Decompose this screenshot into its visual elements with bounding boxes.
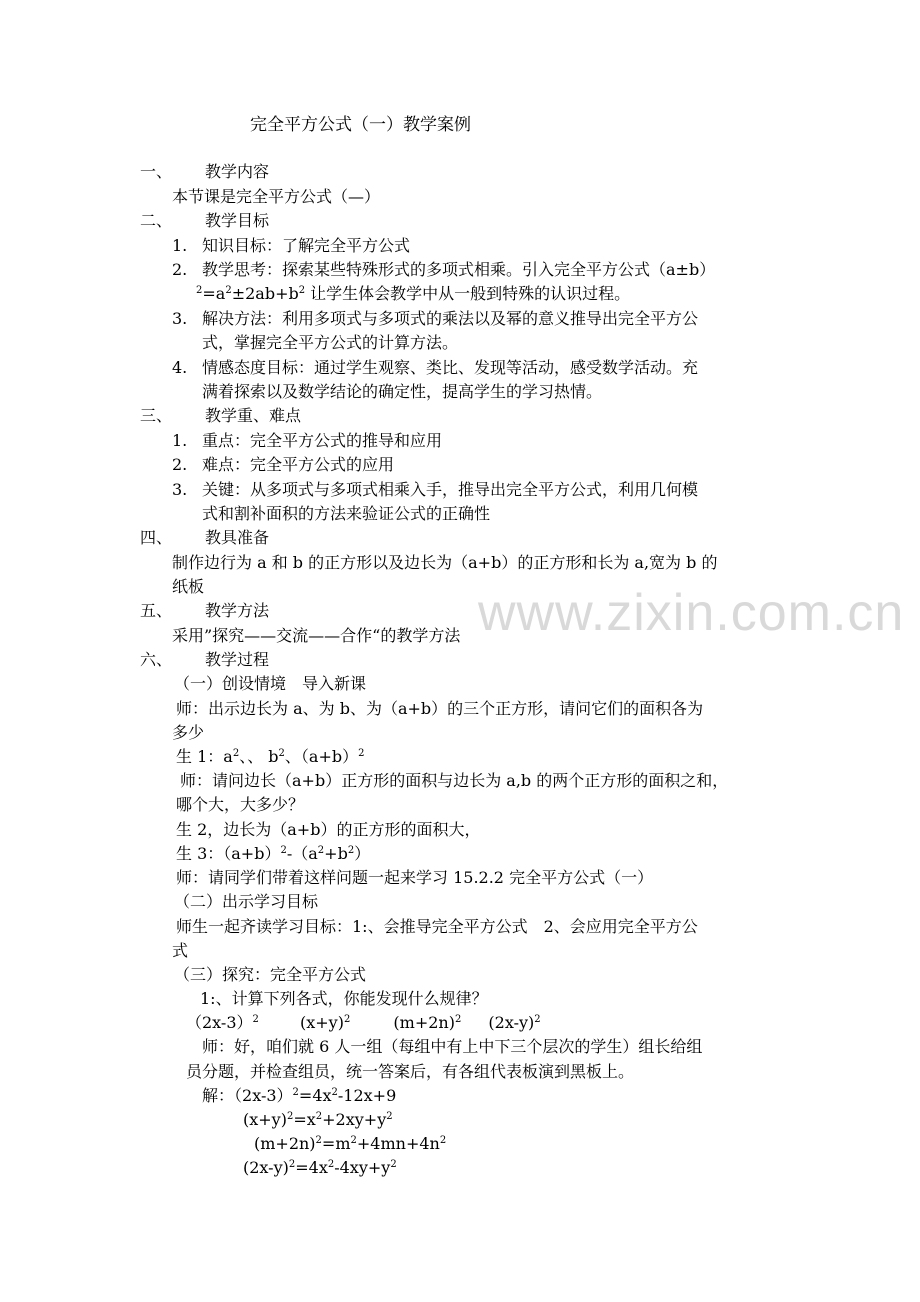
- solution-3: $(m+2n)^2=m^2+4mn+4n^2$: [254, 1134, 447, 1153]
- section-4-title: 教具准备: [205, 528, 270, 547]
- process-1-teacher-1-line-2: 多少: [172, 723, 205, 742]
- key-3-line-2: 式和割补面积的方法来验证公式的正确性: [202, 504, 491, 523]
- goal-2-line-1: 教学思考：探索某些特殊形式的多项式相乘。引入完全平方公式（a±b）: [202, 260, 716, 279]
- goal-2-line-2: $^2=a^2\pm 2ab+b^2$ 让学生体会教学中从一般到特殊的认识过程。: [196, 284, 631, 303]
- section-5-title: 教学方法: [205, 601, 270, 620]
- section-3-number: 三、: [140, 406, 173, 425]
- section-1-number: 一、: [140, 162, 173, 181]
- key-1-number: 1.: [172, 431, 188, 450]
- section-4-line-2: 纸板: [172, 577, 205, 596]
- key-2-text: 难点：完全平方公式的应用: [202, 455, 395, 474]
- solution-4: $(2x-y)^2=4x^2-4xy+y^2$: [243, 1158, 397, 1177]
- process-3-heading: （三）探究：完全平方公式: [174, 965, 367, 984]
- key-1-text: 重点：完全平方公式的推导和应用: [202, 431, 443, 450]
- section-5-text: 采用”探究——交流——合作“的教学方法: [172, 626, 461, 645]
- expression-1: $(2x-3)^2$: [186, 1013, 259, 1032]
- process-1-teacher-2-line-2: 哪个大，大多少？: [176, 795, 305, 814]
- goal-4-number: 4.: [172, 358, 188, 377]
- goal-3-number: 3.: [172, 309, 188, 328]
- process-2-heading: （二）出示学习目标: [174, 892, 319, 911]
- goal-1-text: 知识目标：了解完全平方公式: [202, 236, 411, 255]
- expression-2: $(x+y)^2$: [299, 1013, 351, 1032]
- section-1-title: 教学内容: [205, 162, 270, 181]
- expression-3: $(m+2n)^2$: [393, 1013, 462, 1032]
- section-5-number: 五、: [140, 601, 173, 620]
- expression-4: $(2x-y)^2$: [488, 1013, 541, 1032]
- section-3-title: 教学重、难点: [205, 406, 302, 425]
- key-2-number: 2.: [172, 455, 188, 474]
- section-1-text: 本节课是完全平方公式（—）: [172, 187, 381, 206]
- solution-2: $(x+y)^2=x^2+2xy+y^2$: [243, 1110, 393, 1129]
- goal-1-number: 1.: [172, 236, 188, 255]
- process-1-student-1: 生 1：$a^2$、、 $b^2$、$(a+b)^2$: [176, 747, 365, 766]
- watermark: www.zixin.com.cn: [478, 584, 905, 642]
- section-6-title: 教学过程: [205, 650, 270, 669]
- goal-3-line-1: 解决方法：利用多项式与多项式的乘法以及幂的意义推导出完全平方公: [202, 309, 699, 328]
- goal-2-number: 2.: [172, 260, 188, 279]
- process-1-student-3: 生 3：$(a+b)^2-(a^2+b^2)$: [176, 844, 371, 863]
- key-3-number: 3.: [172, 480, 188, 499]
- section-2-number: 二、: [140, 211, 173, 230]
- process-1-teacher-3: 师：请同学们带着这样问题一起来学习 15.2.2 完全平方公式（一）: [176, 868, 654, 887]
- section-4-line-1: 制作边行为 a 和 b 的正方形以及边长为（a+b）的正方形和长为 a,宽为 b 的: [172, 553, 718, 572]
- solution-1: 解：$(2x-3)^2=4x^2-12x+9$: [202, 1086, 397, 1105]
- process-3-teacher-line-1: 师：好，咱们就 6 人一组（每组中有上中下三个层次的学生）组长给组: [202, 1037, 703, 1056]
- goal-4-line-2: 满着探索以及数学结论的确定性，提高学生的学习热情。: [202, 382, 603, 401]
- goal-4-line-1: 情感态度目标：通过学生观察、类比、发现等活动，感受数学活动。充: [202, 358, 699, 377]
- process-1-teacher-2-line-1: 师：请问边长（a+b）正方形的面积与边长为 a,b 的两个正方形的面积之和，: [180, 771, 729, 790]
- document-title: 完全平方公式（一）教学案例: [250, 115, 471, 135]
- process-2-line-2: 式: [172, 941, 189, 960]
- section-6-number: 六、: [140, 650, 173, 669]
- process-3-expressions: [186, 1011, 541, 1034]
- process-2-line-1: 师生一起齐读学习目标：1:、会推导完全平方公式 2、会应用完全平方公: [176, 917, 698, 936]
- process-1-student-2: 生 2，边长为（a+b）的正方形的面积大，: [176, 820, 481, 839]
- process-1-teacher-1-line-1: 师：出示边长为 a、为 b、为（a+b）的三个正方形，请问它们的面积各为: [176, 699, 704, 718]
- section-2-title: 教学目标: [205, 211, 270, 230]
- process-1-heading: （一）创设情境 导入新课: [174, 674, 367, 693]
- process-3-question: 1:、计算下列各式，你能发现什么规律？: [200, 989, 488, 1008]
- key-3-line-1: 关键：从多项式与多项式相乘入手，推导出完全平方公式，利用几何模: [202, 480, 699, 499]
- process-3-teacher-line-2: 员分题，并检查组员，统一答案后，有各组代表板演到黑板上。: [186, 1062, 635, 1081]
- section-4-number: 四、: [140, 528, 173, 547]
- goal-3-line-2: 式，掌握完全平方公式的计算方法。: [202, 333, 459, 352]
